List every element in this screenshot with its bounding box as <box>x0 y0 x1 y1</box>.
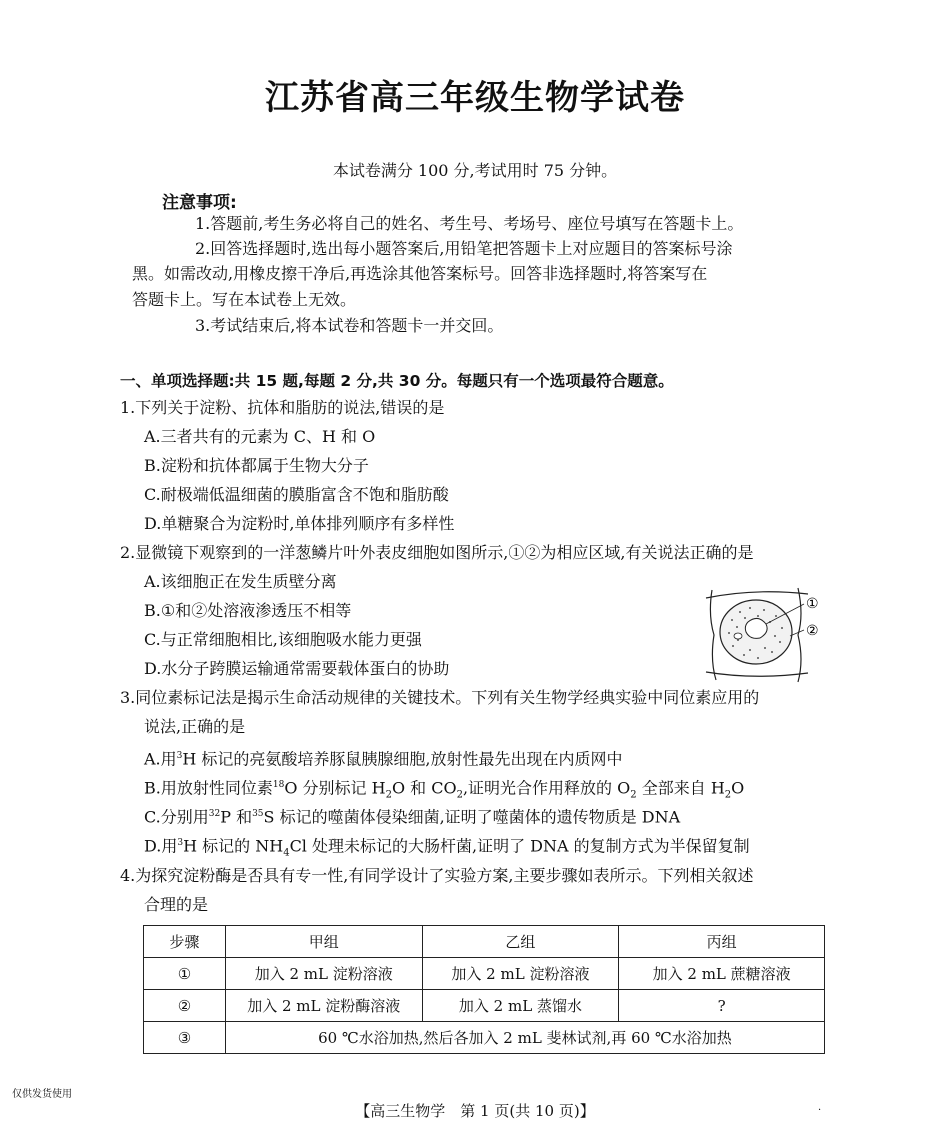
q4-stem-line-2: 合理的是 <box>144 895 209 914</box>
q2-option-d: D.水分子跨膜运输通常需要载体蛋白的协助 <box>144 659 450 678</box>
region-1-label: ① <box>806 596 819 612</box>
table-cell: ① <box>144 958 226 990</box>
q2-option-b: B.①和②处溶液渗透压不相等 <box>144 601 352 620</box>
notes-title: 注意事项: <box>162 193 237 213</box>
table-cell: 加入 2 mL 淀粉溶液 <box>225 958 422 990</box>
notes-line-4: 答题卡上。写在本试卷上无效。 <box>132 290 357 309</box>
q4-stem-line-1: 4.为探究淀粉酶是否具有专一性,有同学设计了实验方案,主要步骤如表所示。下列相关叙述 <box>120 866 754 885</box>
table-row <box>144 1022 825 1054</box>
q3-option-a: A.用$^3$H 标记的亮氨酸培养豚鼠胰腺细胞,放射性最先出现在内质网中 <box>144 749 623 769</box>
q2-option-a: A.该细胞正在发生质壁分离 <box>144 572 337 591</box>
q1-option-a: A.三者共有的元素为 C、H 和 O <box>144 427 376 446</box>
table-cell: 加入 2 mL 蔗糖溶液 <box>619 958 825 990</box>
table-cell: 加入 2 mL 淀粉酶溶液 <box>225 990 422 1022</box>
q3-stem-line-2: 说法,正确的是 <box>144 717 246 736</box>
onion-cell-figure <box>700 580 830 689</box>
table-header: 丙组 <box>619 926 825 958</box>
q1-option-c: C.耐极端低温细菌的膜脂富含不饱和脂肪酸 <box>144 485 449 504</box>
table-header: 甲组 <box>225 926 422 958</box>
section-heading: 一、单项选择题:共 15 题,每题 2 分,共 30 分。每题只有一个选项最符合题意。 <box>120 372 674 390</box>
footer-mark: · <box>818 1105 822 1116</box>
page-title: 江苏省高三年级生物学试卷 <box>265 78 685 118</box>
notes-line-3: 黑。如需改动,用橡皮擦干净后,再选涂其他答案标号。回答非选择题时,将答案写在 <box>132 264 708 283</box>
table-cell: ② <box>144 990 226 1022</box>
q1-option-d: D.单糖聚合为淀粉时,单体排列顺序有多样性 <box>144 514 455 533</box>
q1-stem: 1.下列关于淀粉、抗体和脂肪的说法,错误的是 <box>120 398 445 417</box>
exam-intro: 本试卷满分 100 分,考试用时 75 分钟。 <box>332 161 618 180</box>
q2-option-c: C.与正常细胞相比,该细胞吸水能力更强 <box>144 630 422 649</box>
table-header-row <box>144 926 825 958</box>
table-cell: 加入 2 mL 蒸馏水 <box>422 990 619 1022</box>
notes-line-1: 1.答题前,考生务必将自己的姓名、考生号、考场号、座位号填写在答题卡上。 <box>195 214 744 233</box>
page-footer: 【高三生物学 第 1 页(共 10 页)】 <box>355 1102 595 1120</box>
table-cell: ③ <box>144 1022 226 1054</box>
q1-option-b: B.淀粉和抗体都属于生物大分子 <box>144 456 369 475</box>
notes-line-5: 3.考试结束后,将本试卷和答题卡一并交回。 <box>195 316 504 335</box>
experiment-table <box>143 925 825 1054</box>
table-row <box>144 990 825 1022</box>
q3-option-b: B.用放射性同位素$^{18}$O 分别标记 $H_2O$ 和 $CO_2$,证明光合作用释放的 $O_2$ 全部来自 $H_2O$ <box>144 778 745 801</box>
q3-stem-line-1: 3.同位素标记法是揭示生命活动规律的关键技术。下列有关生物学经典实验中同位素应用的 <box>120 688 760 707</box>
q3-option-d: D.用$^3$H 标记的 $NH_4Cl$ 处理未标记的大肠杆菌,证明了 DNA 的复制方式为半保留复制 <box>144 836 750 859</box>
q2-stem: 2.显微镜下观察到的一洋葱鳞片叶外表皮细胞如图所示,①②为相应区域,有关说法正确的是 <box>120 543 754 562</box>
table-cell: ? <box>619 990 825 1022</box>
region-2-label: ② <box>806 623 819 639</box>
q3-option-c: C.分别用$^{32}$P 和$^{35}$S 标记的噬菌体侵染细菌,证明了噬菌体的遗传物质是 DNA <box>144 807 681 827</box>
table-row <box>144 958 825 990</box>
table-cell-merged: 60 ℃水浴加热,然后各加入 2 mL 斐林试剂,再 60 ℃水浴加热 <box>225 1022 824 1054</box>
cell-diagram <box>700 580 830 685</box>
footer-note: 仅供发货使用 <box>12 1089 72 1100</box>
table-header: 步骤 <box>144 926 226 958</box>
notes-line-2: 2.回答选择题时,选出每小题答案后,用铅笔把答题卡上对应题目的答案标号涂 <box>195 239 733 258</box>
table-header: 乙组 <box>422 926 619 958</box>
table-cell: 加入 2 mL 淀粉溶液 <box>422 958 619 990</box>
